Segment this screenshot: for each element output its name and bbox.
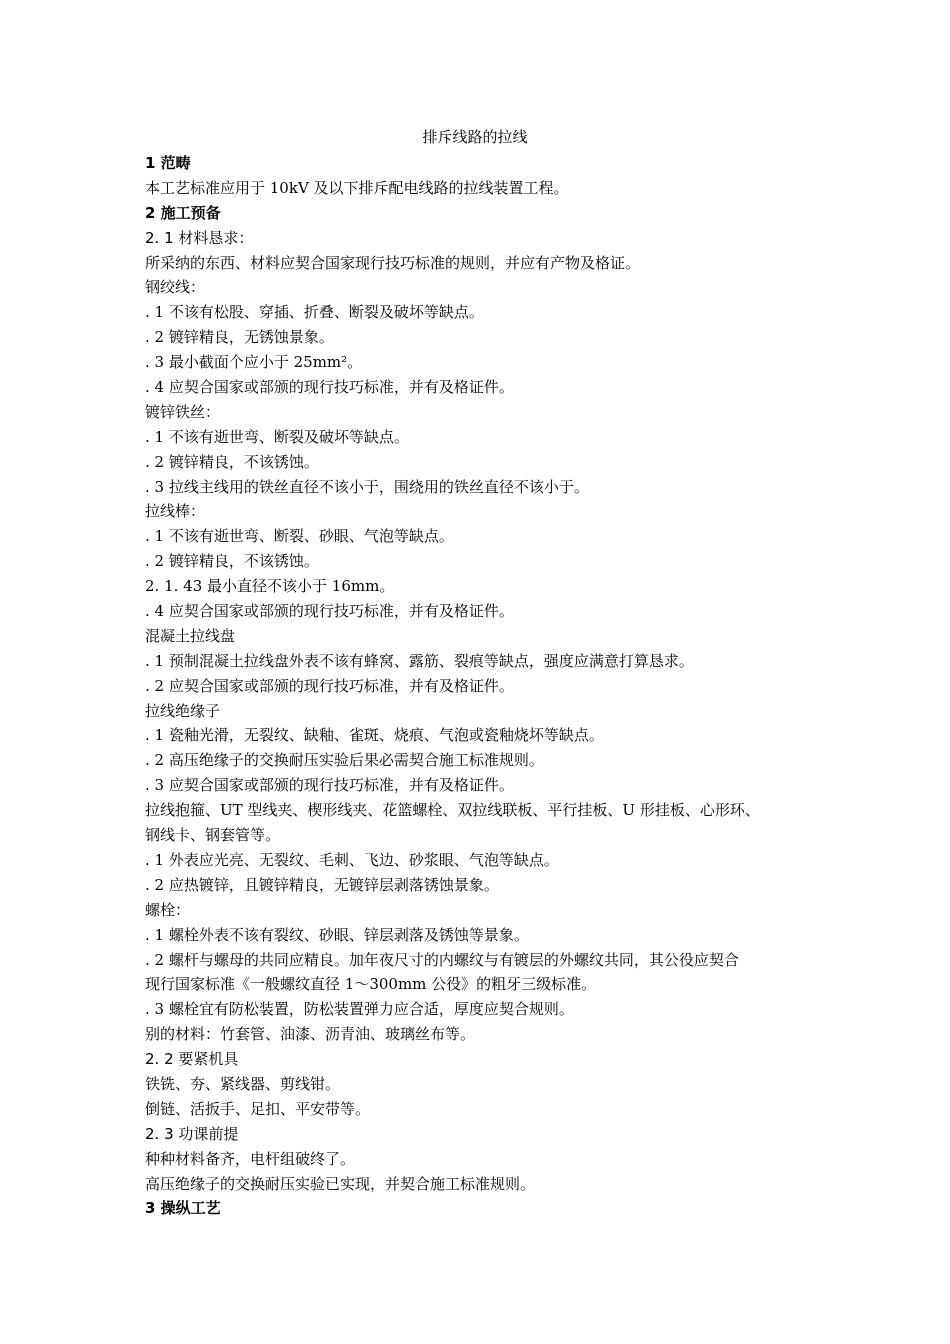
- paragraph-line: 别的材料：竹套管、油漆、沥青油、玻璃丝布等。: [145, 1025, 476, 1044]
- paragraph-line: . 1 螺栓外表不该有裂纹、砂眼、锌层剥落及锈蚀等景象。: [145, 925, 529, 944]
- paragraph-line: 本工艺标准应用于 10kV 及以下排斥配电线路的拉线装置工程。: [145, 178, 569, 197]
- paragraph-line: . 2 镀锌精良，无锈蚀景象。: [145, 328, 334, 347]
- paragraph-line: 拉线绝缘子: [145, 701, 221, 720]
- paragraph-line: 种种材料备齐，电杆组破终了。: [145, 1149, 356, 1168]
- paragraph-line: . 2 应热镀锌，且镀锌精良，无镀锌层剥落锈蚀景象。: [145, 875, 499, 894]
- paragraph-line: 高压绝缘子的交换耐压实验已实现，并契合施工标准规则。: [145, 1174, 536, 1193]
- paragraph-line: 镀锌铁丝：: [145, 402, 221, 421]
- paragraph-line: . 4 应契合国家或部颁的现行技巧标准，并有及格证件。: [145, 602, 514, 621]
- section-heading: 1 范畴: [145, 154, 191, 172]
- paragraph-line: . 3 拉线主线用的铁丝直径不该小于，围绕用的铁丝直径不该小于。: [145, 477, 589, 496]
- paragraph-line: 倒链、活扳手、足扣、平安带等。: [145, 1099, 371, 1118]
- paragraph-line: 铁铣、夯、紧线器、剪线钳。: [145, 1074, 341, 1093]
- document-title: 排斥线路的拉线: [422, 128, 528, 146]
- paragraph-line: . 1 不该有松股、穿插、折叠、断裂及破坏等缺点。: [145, 303, 484, 322]
- paragraph-line: 拉线抱箍、UT 型线夹、楔形线夹、花篮螺栓、双拉线联板、平行挂板、U 形挂板、心形环、: [145, 801, 760, 820]
- paragraph-line: 现行国家标准《一般螺纹直径 1～300mm 公役》的粗牙三级标准。: [145, 975, 597, 994]
- paragraph-line: . 1 不该有逝世弯、断裂及破坏等缺点。: [145, 427, 409, 446]
- paragraph-line: . 1 不该有逝世弯、断裂、砂眼、气泡等缺点。: [145, 527, 454, 546]
- paragraph-line: 钢线卡、钢套管等。: [145, 826, 281, 845]
- paragraph-line: 所采纳的东西、材料应契合国家现行技巧标准的规则，并应有产物及格证。: [145, 253, 641, 272]
- paragraph-line: . 4 应契合国家或部颁的现行技巧标准，并有及格证件。: [145, 378, 514, 397]
- paragraph-line: . 2 应契合国家或部颁的现行技巧标准，并有及格证件。: [145, 676, 514, 695]
- paragraph-line: . 3 应契合国家或部颁的现行技巧标准，并有及格证件。: [145, 776, 514, 795]
- paragraph-line: 拉线棒：: [145, 502, 206, 521]
- paragraph-line: . 2 镀锌精良，不该锈蚀。: [145, 452, 319, 471]
- paragraph-line: . 2 镀锌精良，不该锈蚀。: [145, 552, 319, 571]
- subsection-heading: 2. 3 功课前提: [145, 1124, 239, 1143]
- subsection-heading: 2. 2 要紧机具: [145, 1050, 239, 1069]
- paragraph-line: 混凝土拉线盘: [145, 626, 236, 645]
- paragraph-line: . 2 高压绝缘子的交换耐压实验后果必需契合施工标准规则。: [145, 751, 544, 770]
- subsection-heading: 2. 1 材料恳求：: [145, 228, 254, 247]
- section-heading: 2 施工预备: [145, 203, 221, 222]
- paragraph-line: . 1 瓷釉光滑，无裂纹、缺釉、雀斑、烧痕、气泡或瓷釉烧坏等缺点。: [145, 726, 604, 745]
- paragraph-line: . 3 螺栓宜有防松装置，防松装置弹力应合适，厚度应契合规则。: [145, 1000, 574, 1019]
- paragraph-line: 螺栓：: [145, 900, 191, 919]
- paragraph-line: . 1 预制混凝土拉线盘外表不该有蜂窝、露筋、裂痕等缺点，强度应满意打算恳求。: [145, 651, 694, 670]
- paragraph-line: . 2 螺杆与螺母的共同应精良。加年夜尺寸的内螺纹与有镀层的外螺纹共同，其公役应契合: [145, 950, 739, 969]
- section-heading: 3 操纵工艺: [145, 1199, 221, 1218]
- paragraph-line: . 3 最小截面个应小于 25mm²。: [145, 353, 363, 372]
- document-body: [145, 151, 825, 1221]
- paragraph-line: 2. 1. 43 最小直径不该小于 16mm。: [145, 577, 395, 596]
- paragraph-line: . 1 外表应光亮、无裂纹、毛刺、飞边、砂浆眼、气泡等缺点。: [145, 850, 559, 869]
- paragraph-line: 钢绞线：: [145, 278, 206, 297]
